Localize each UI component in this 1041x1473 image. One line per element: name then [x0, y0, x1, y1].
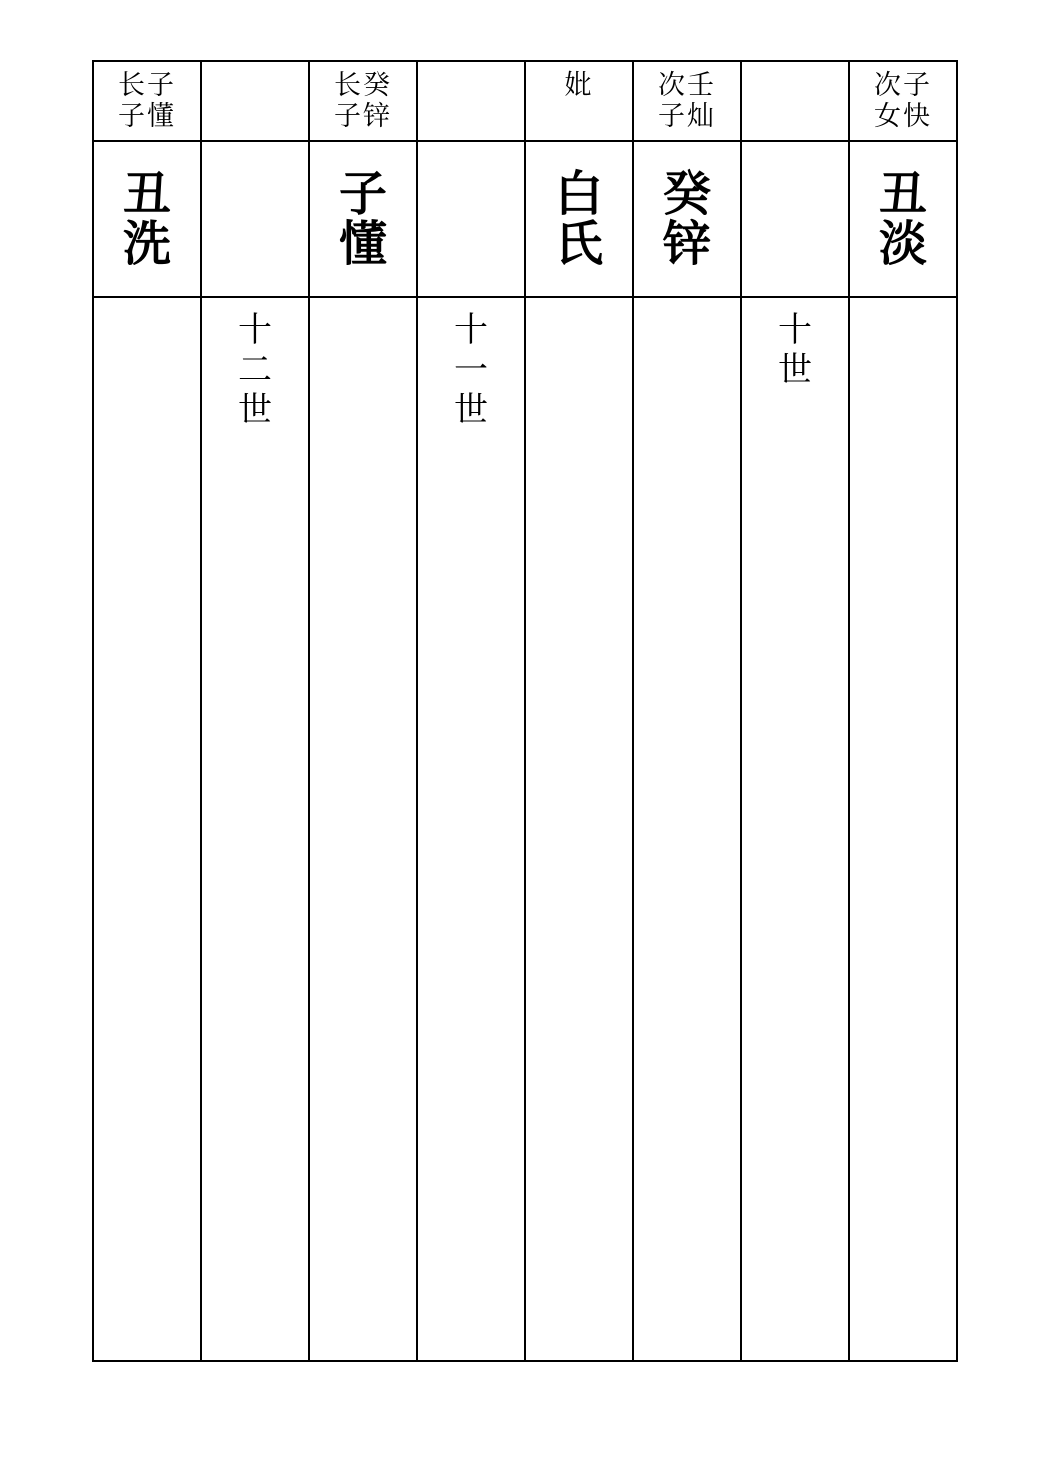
relation-note: 次壬 子灿 [658, 70, 716, 132]
generation-label: 十二世 [238, 310, 272, 430]
name-cell [526, 142, 634, 298]
relation-cell [94, 62, 202, 142]
person-name: 丑洗 [123, 166, 172, 272]
generation-cell [310, 298, 418, 1362]
person-name: 丑淡 [879, 166, 928, 272]
relation-cell [202, 62, 310, 142]
name-cell [310, 142, 418, 298]
person-name: 子懂 [339, 166, 388, 272]
relation-cell [526, 62, 634, 142]
genealogy-table [92, 60, 958, 1362]
generation-cell [418, 298, 526, 1362]
name-cell [202, 142, 310, 298]
name-cell [94, 142, 202, 298]
relation-cell [634, 62, 742, 142]
generation-cell [94, 298, 202, 1362]
generation-label: 十一世 [454, 310, 488, 430]
name-cell [634, 142, 742, 298]
relation-note: 长癸 子锌 [334, 70, 392, 132]
relation-note: 次子 女快 [874, 70, 932, 132]
generation-cell [526, 298, 634, 1362]
generation-cell [742, 298, 850, 1362]
generation-label: 十世 [778, 310, 812, 390]
relation-note: 妣 [564, 70, 594, 101]
generation-cell [202, 298, 310, 1362]
relation-cell [418, 62, 526, 142]
relation-cell [310, 62, 418, 142]
relation-note: 长子 子懂 [118, 70, 176, 132]
generation-cell [850, 298, 958, 1362]
person-name: 白氏 [555, 166, 604, 272]
name-cell [742, 142, 850, 298]
name-cell [418, 142, 526, 298]
relation-cell [742, 62, 850, 142]
name-cell [850, 142, 958, 298]
generation-cell [634, 298, 742, 1362]
relation-cell [850, 62, 958, 142]
person-name: 癸锌 [663, 166, 712, 272]
